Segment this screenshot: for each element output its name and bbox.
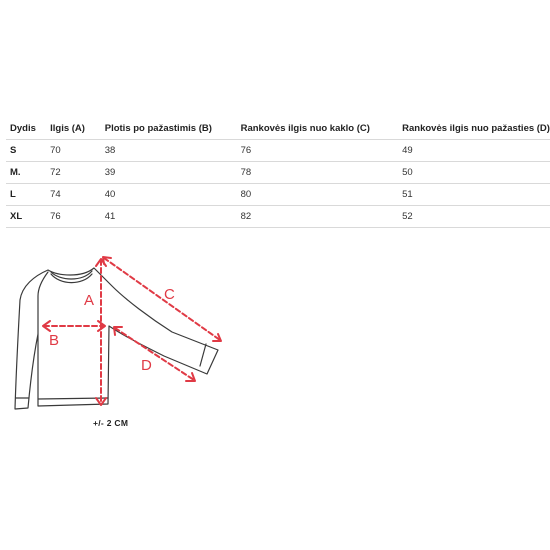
table-cell: 38 bbox=[101, 140, 237, 162]
table-row bbox=[6, 162, 550, 184]
table-cell: 72 bbox=[46, 162, 101, 184]
dimension-lines bbox=[44, 258, 220, 404]
table-cell: 70 bbox=[46, 140, 101, 162]
size-table bbox=[6, 117, 550, 228]
table-cell: 49 bbox=[398, 140, 550, 162]
shirt-measurement-diagram bbox=[0, 240, 240, 420]
column-header-size: Dydis bbox=[6, 117, 46, 140]
table-row bbox=[6, 184, 550, 206]
shirt-outline bbox=[15, 268, 218, 409]
column-header-sleeve-from-armpit: Rankovės ilgis nuo pažasties (D) bbox=[398, 117, 550, 140]
column-header-length: Ilgis (A) bbox=[46, 117, 101, 140]
table-cell: 76 bbox=[46, 206, 101, 228]
table-cell: 41 bbox=[101, 206, 237, 228]
size-cell: L bbox=[6, 184, 46, 206]
table-cell: 50 bbox=[398, 162, 550, 184]
tolerance-note: +/- 2 CM bbox=[93, 418, 129, 428]
size-cell: M. bbox=[6, 162, 46, 184]
table-cell: 39 bbox=[101, 162, 237, 184]
table-cell: 80 bbox=[237, 184, 399, 206]
dimension-label-d: D bbox=[141, 357, 152, 374]
table-header-row bbox=[6, 117, 550, 140]
table-cell: 52 bbox=[398, 206, 550, 228]
dimension-label-a: A bbox=[84, 292, 95, 309]
table-row bbox=[6, 140, 550, 162]
column-header-width: Plotis po pažastimis (B) bbox=[101, 117, 237, 140]
column-header-sleeve-from-neck: Rankovės ilgis nuo kaklo (C) bbox=[237, 117, 399, 140]
table-row bbox=[6, 206, 550, 228]
table-cell: 40 bbox=[101, 184, 237, 206]
table-cell: 76 bbox=[237, 140, 399, 162]
dimension-label-b: B bbox=[49, 332, 60, 349]
table-cell: 82 bbox=[237, 206, 399, 228]
table-cell: 78 bbox=[237, 162, 399, 184]
dimension-label-c: C bbox=[164, 286, 175, 303]
table-cell: 51 bbox=[398, 184, 550, 206]
size-cell: S bbox=[6, 140, 46, 162]
table-cell: 74 bbox=[46, 184, 101, 206]
size-cell: XL bbox=[6, 206, 46, 228]
